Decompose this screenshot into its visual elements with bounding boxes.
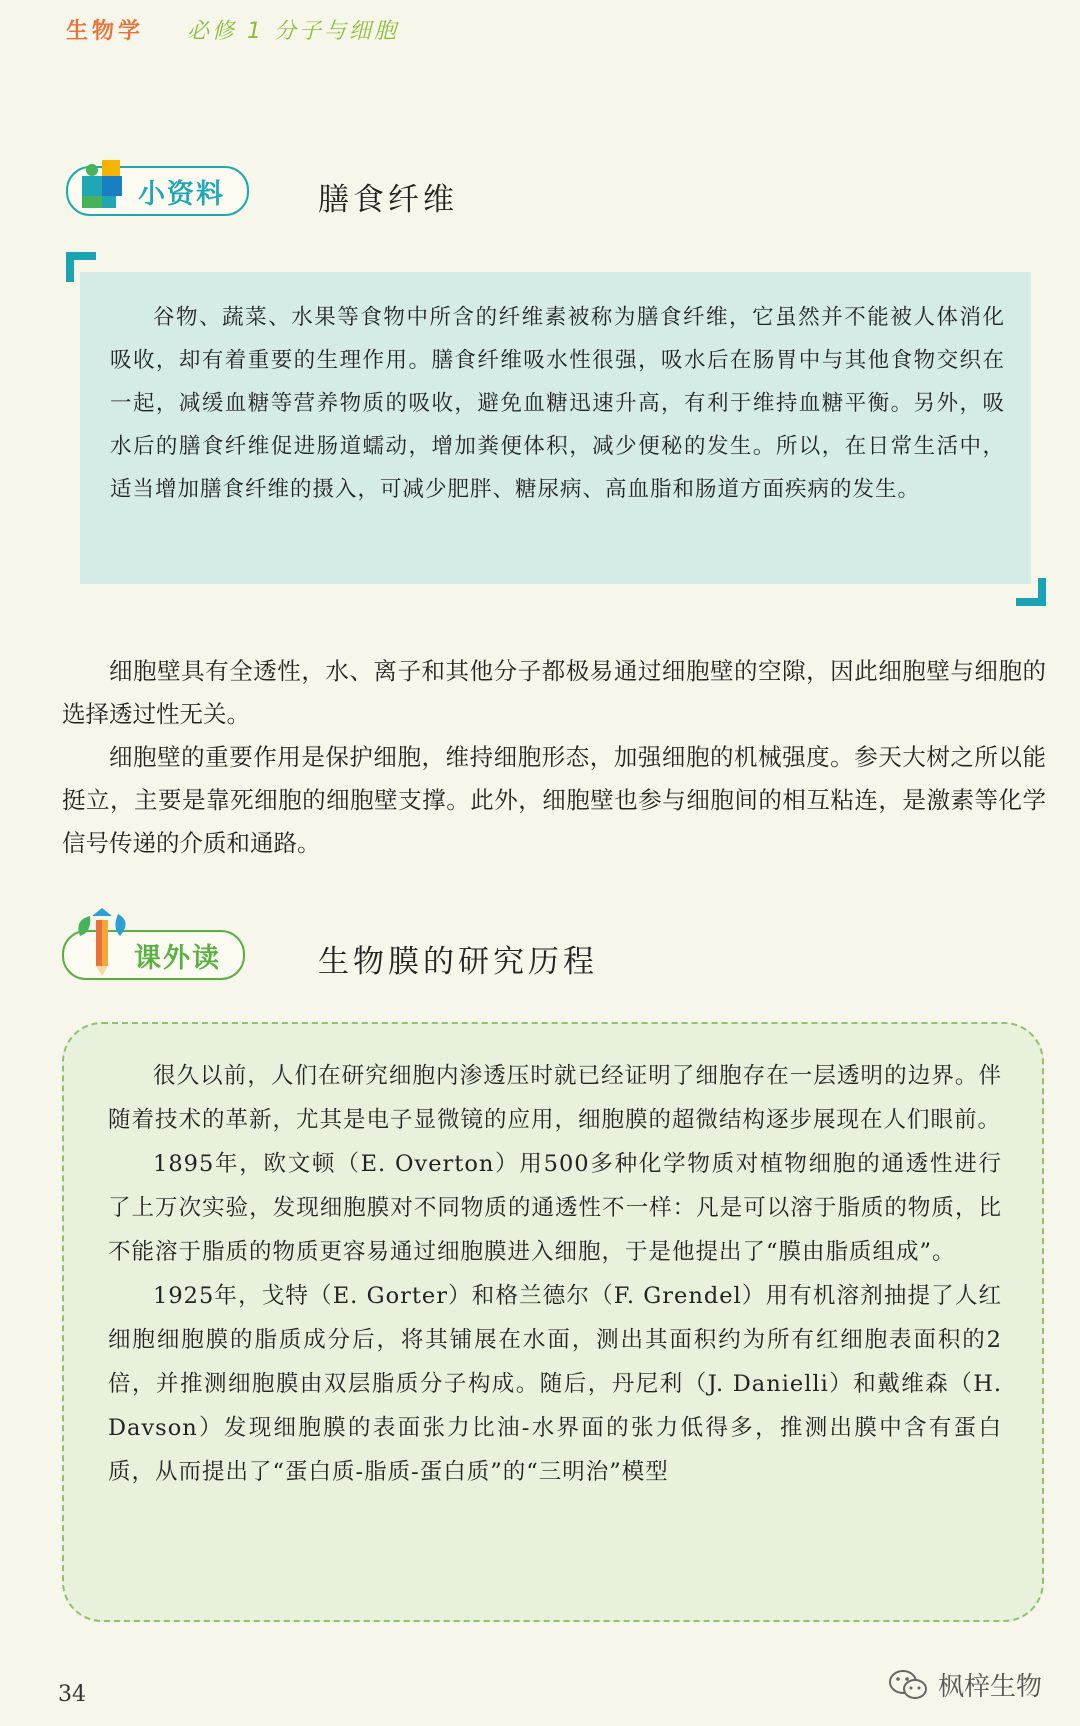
wechat-icon (888, 1668, 928, 1702)
info-box (80, 272, 1031, 584)
reading-box (62, 1022, 1044, 1622)
puzzle-icon (78, 158, 130, 210)
watermark (888, 1666, 1042, 1703)
reading-badge (62, 930, 245, 980)
info-badge (66, 166, 249, 216)
header-book: 必修 1 分子与细胞 (187, 19, 399, 44)
main-paragraph: 细胞壁的重要作用是保护细胞，维持细胞形态，加强细胞的机械强度。参天大树之所以能挺立，主要是靠死细胞的细胞壁支撑。此外，细胞壁也参与细胞间的相互粘连，是激素等化学信号传递的介质和通路。 (62, 743, 1046, 857)
reading-badge-label: 课外读 (134, 942, 221, 974)
watermark-text: 枫梓生物 (938, 1672, 1043, 1702)
info-title: 膳食纤维 (318, 182, 458, 218)
reading-badge-pill (62, 930, 245, 980)
reading-paragraph: 很久以前，人们在研究细胞内渗透压时就已经证明了细胞存在一层透明的边界。伴随着技术的革新，尤其是电子显微镜的应用，细胞膜的超微结构逐步展现在人们眼前。 (108, 1063, 1002, 1133)
info-badge-pill (66, 166, 249, 216)
header-subject: 生物学 (66, 19, 145, 44)
corner-bracket-bottom-right (1016, 578, 1046, 606)
info-paragraph: 谷物、蔬菜、水果等食物中所含的纤维素被称为膳食纤维，它虽然并不能被人体消化吸收，却有着重要的生理作用。膳食纤维吸水性很强，吸水后在肠胃中与其他食物交织在一起，减缓血糖等营养物质的吸收，避免血糖迅速升高，有利于维持血糖平衡。另外，吸水后的膳食纤维促进肠道蠕动，增加粪便体积，减少便秘的发生。所以，在日常生活中，适当增加膳食纤维的摄入，可减少肥胖、糖尿病、高血脂和肠道方面疾病的发生。 (110, 305, 1005, 502)
pencil-leaf-icon (70, 906, 134, 978)
info-badge-label: 小资料 (138, 178, 225, 210)
main-text (62, 650, 1046, 865)
page-header (66, 14, 399, 45)
reading-paragraph: 1925年，戈特（E. Gorter）和格兰德尔（F. Grendel）用有机溶剂抽提了人红细胞细胞膜的脂质成分后，将其铺展在水面，测出其面积约为所有红细胞表面积的2倍，并推测细胞膜由双层脂质分子构成。随后，丹尼利（J. Danielli）和戴维森（H. Davson）发现细胞膜的表面张力比油-水界面的张力低得多，推测出膜中含有蛋白质，从而提出了“蛋白质-脂质-蛋白质”的“三明治”模型 (108, 1283, 1002, 1485)
reading-title: 生物膜的研究历程 (318, 944, 598, 980)
reading-paragraph: 1895年，欧文顿（E. Overton）用500多种化学物质对植物细胞的通透性进行了上万次实验，发现细胞膜对不同物质的通透性不一样：凡是可以溶于脂质的物质，比不能溶于脂质的物质更容易通过细胞膜进入细胞，于是他提出了“膜由脂质组成”。 (108, 1151, 1002, 1265)
page-number: 34 (58, 1682, 86, 1707)
main-paragraph: 细胞壁具有全透性，水、离子和其他分子都极易通过细胞壁的空隙，因此细胞壁与细胞的选择透过性无关。 (62, 657, 1046, 728)
